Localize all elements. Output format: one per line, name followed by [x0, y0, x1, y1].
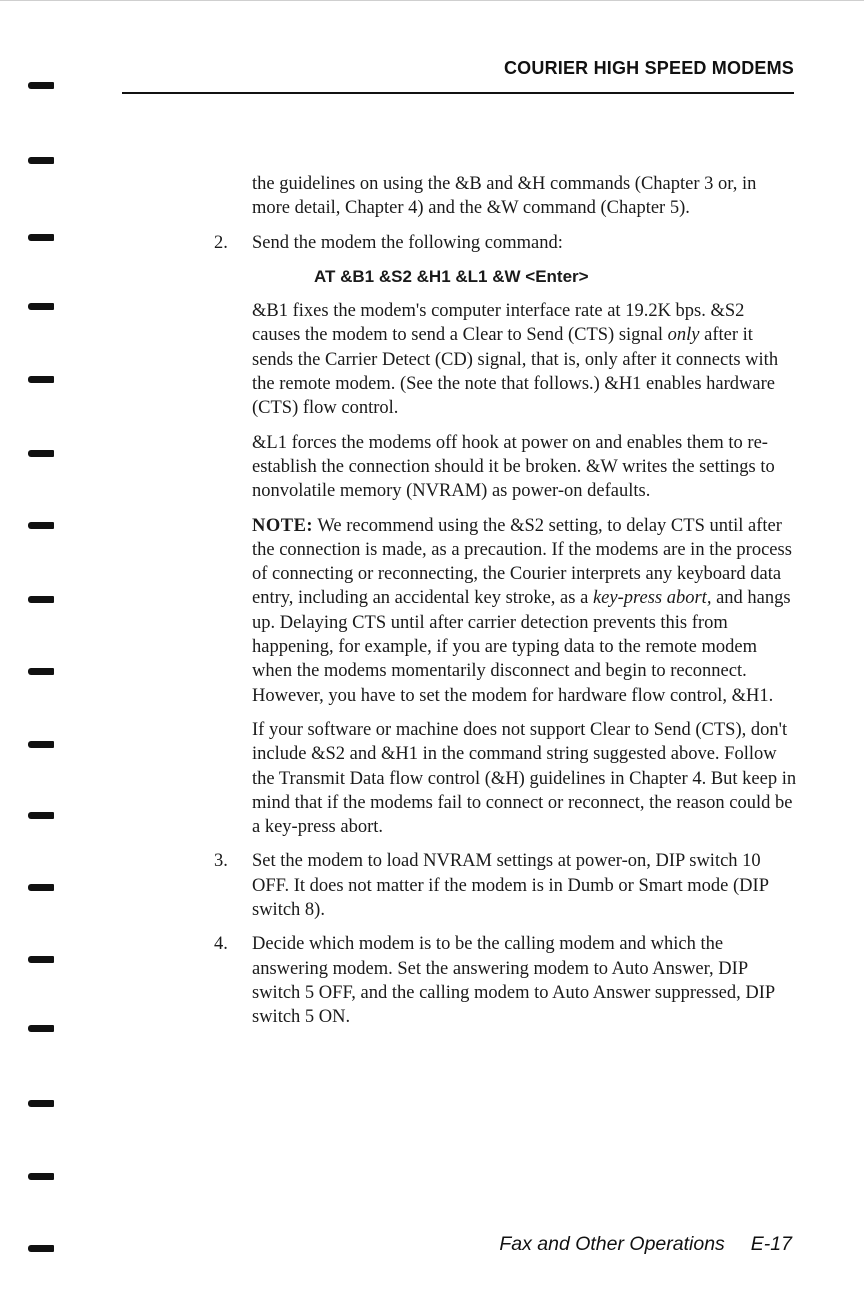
binding-mark [28, 82, 54, 89]
binding-mark [28, 668, 54, 675]
binding-mark [28, 1100, 54, 1107]
step-4 [214, 932, 797, 1029]
binding-mark [28, 1245, 54, 1252]
command-line: AT &B1 &S2 &H1 &L1 &W <Enter> [314, 266, 589, 286]
step-3-text: Set the modem to load NVRAM settings at power-on, DIP switch 10 OFF. It does not matter if the modem is in Dumb or Smart mode (DIP switch 8). [252, 851, 769, 921]
binding-mark [28, 522, 54, 529]
step-4-text: Decide which modem is to be the calling modem and which the answering modem. Set the answering modem to Auto Answer, DIP switch 5 OFF, and the calling modem to Auto Answer suppressed, DIP switch 5 ON. [252, 934, 775, 1028]
binding-mark [28, 157, 54, 164]
step-2 [214, 231, 797, 255]
step-number: 4. [214, 934, 228, 955]
binding-mark [28, 1025, 54, 1032]
binding-mark [28, 596, 54, 603]
page-number: E-17 [750, 1233, 792, 1255]
binding-mark [28, 812, 54, 819]
binding-mark [28, 884, 54, 891]
page-footer [499, 1233, 792, 1256]
paragraph-b1-s2: &B1 fixes the modem's computer interface rate at 19.2K bps. &S2 causes the modem to send a Clear to Send (CTS) signal only after it sends the Carrier Detect (CD) signal, that is, only after it connects with the remote modem. (See the note that follows.) &H1 enables hardware (CTS) flow control. [252, 301, 779, 419]
step-2-text: Send the modem the following command: [252, 232, 563, 253]
binding-mark [28, 956, 54, 963]
note-paragraph: NOTE: We recommend using the &S2 setting, to delay CTS until after the connection is made, as a precaution. If the modems are in the process of connecting or reconnecting, the Courier interprets any keyboard data entry, including an accidental key stroke, as a key-press abort, and hangs up. Delaying CTS until after carrier detection prevents this from happening, for example, if you are typing data to the remote modem when the modems momentarily disconnect and begin to reconnect. However, you have to set the modem for hardware flow control, &H1. [252, 515, 792, 706]
step-number: 2. [214, 232, 228, 253]
binding-hole-marks [28, 0, 58, 1296]
binding-mark [28, 303, 54, 310]
step-number: 3. [214, 851, 228, 872]
intro-paragraph: the guidelines on using the &B and &H commands (Chapter 3 or, in more detail, Chapter 4) and the &W command (Chapter 5). [252, 174, 757, 219]
emphasis: key-press abort, [592, 588, 712, 609]
page-body [214, 172, 797, 1040]
step-3 [214, 849, 797, 922]
paragraph-no-cts: If your software or machine does not support Clear to Send (CTS), don't include &S2 and &H1 in the command string suggested above. Follow the Transmit Data flow control (&H) guidelines in Chapter 4. But keep in mind that if the modems fail to connect or reconnect, the reason could be a key-press abort. [252, 719, 797, 838]
footer-section-title: Fax and Other Operations [499, 1233, 725, 1255]
binding-mark [28, 741, 54, 748]
binding-mark [28, 450, 54, 457]
paragraph-l1-w: &L1 forces the modems off hook at power on and enables them to re-establish the connection should it be broken. &W writes the settings to nonvolatile memory (NVRAM) as power-on defaults. [252, 432, 775, 502]
binding-mark [28, 376, 54, 383]
note-label: NOTE: [252, 515, 314, 536]
emphasis: only [667, 325, 700, 346]
binding-mark [28, 234, 54, 241]
binding-mark [28, 1173, 54, 1180]
header-rule [122, 92, 794, 94]
top-edge-rule [0, 0, 864, 1]
running-header: COURIER HIGH SPEED MODEMS [503, 58, 794, 78]
